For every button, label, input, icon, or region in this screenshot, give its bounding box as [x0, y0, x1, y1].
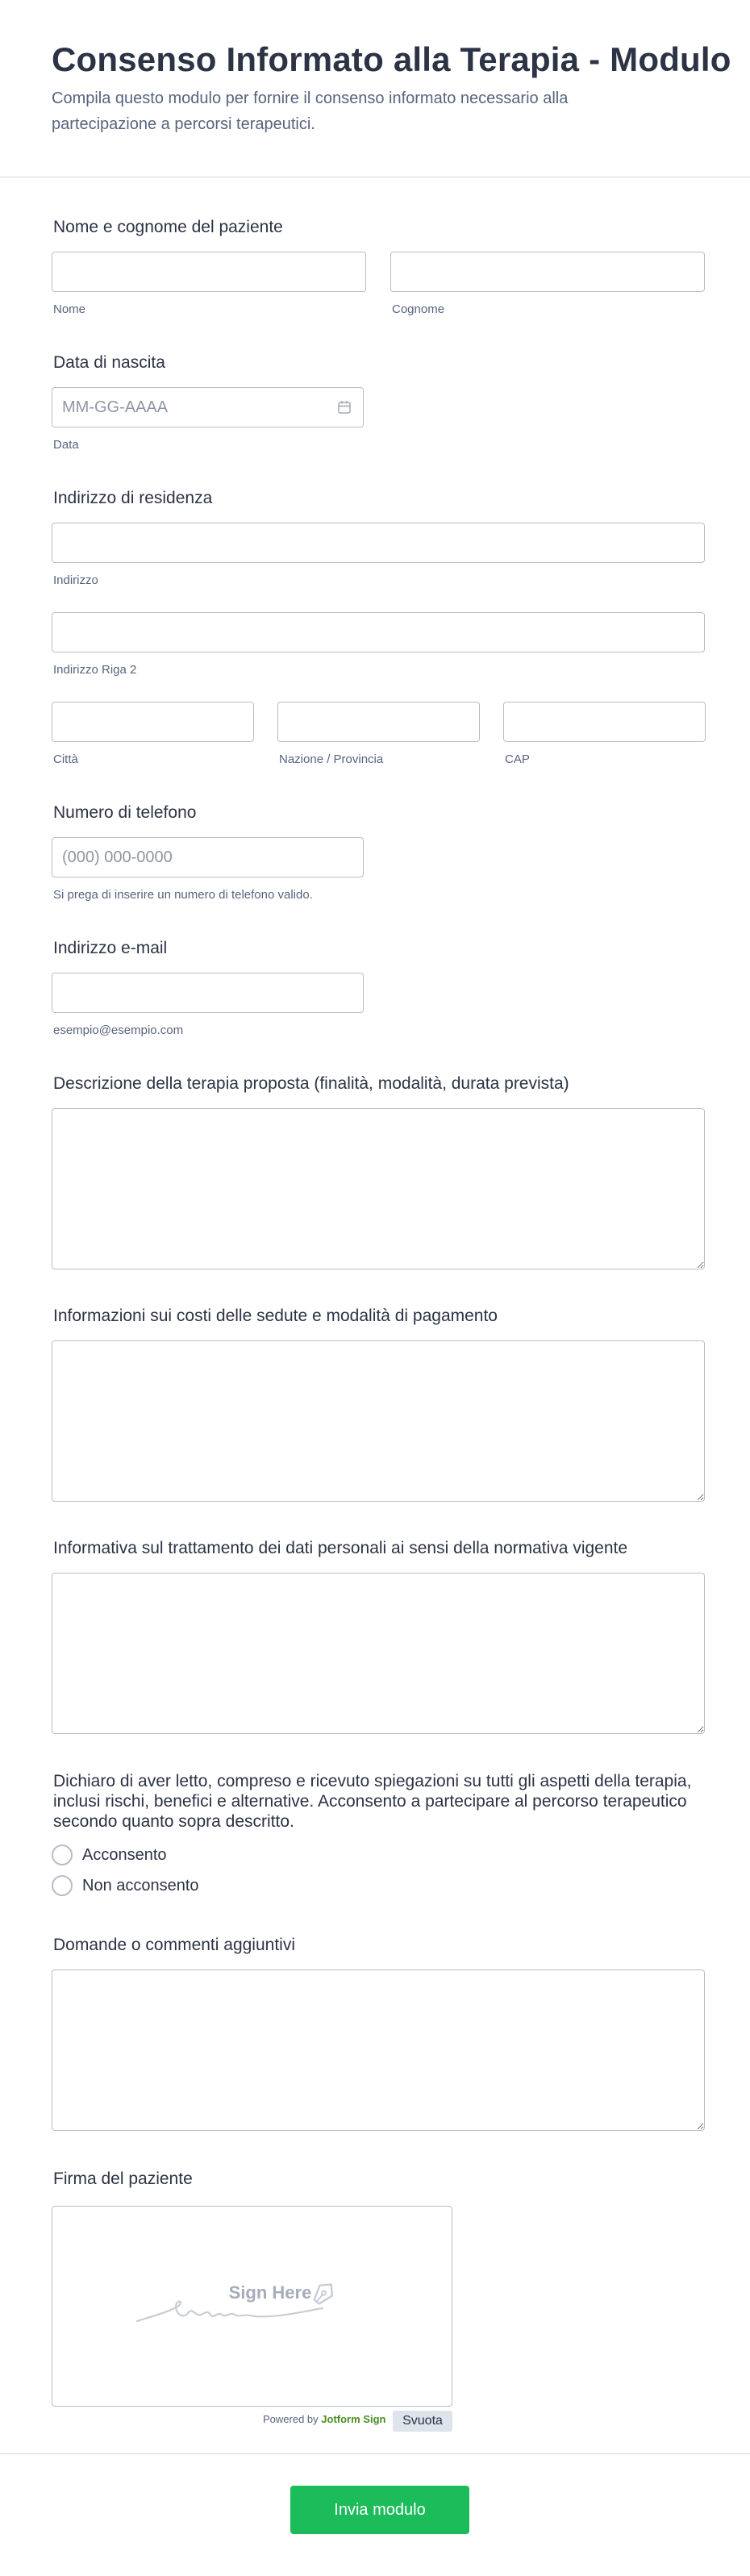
form-subtitle: Compila questo modulo per fornire il consenso informato necessario alla partecipazione a percorsi terapeutici. [52, 90, 569, 133]
address-line2-input[interactable] [52, 612, 705, 652]
address-label: Indirizzo di residenza [53, 489, 213, 507]
privacy-info-label: Informativa sul trattamento dei dati personali ai sensi della normativa vigente [53, 1539, 628, 1557]
costs-info-textarea[interactable] [52, 1340, 705, 1502]
birth-date-label: Data di nascita [53, 353, 165, 372]
comments-label: Domande o commenti aggiuntivi [53, 1936, 295, 1954]
radio-button[interactable] [52, 1844, 73, 1865]
jotform-sign-link[interactable]: Jotform Sign [321, 2413, 386, 2425]
birth-date-sublabel: Data [53, 438, 79, 452]
form-title: Consenso Informato alla Terapia - Modulo [52, 40, 731, 78]
powered-by-text [263, 2413, 385, 2425]
comments-textarea[interactable] [52, 1970, 705, 2131]
last-name-input[interactable] [390, 252, 705, 292]
consent-option-accept[interactable] [52, 1844, 167, 1866]
signature-squiggle-icon [133, 2274, 367, 2331]
first-name-input[interactable] [52, 252, 366, 292]
city-sublabel: Città [53, 752, 78, 766]
calendar-icon[interactable] [337, 400, 352, 415]
address-line2-sublabel: Indirizzo Riga 2 [53, 663, 137, 677]
radio-label: Acconsento [82, 1845, 167, 1864]
costs-info-label: Informazioni sui costi delle sedute e modalità di pagamento [53, 1307, 498, 1325]
privacy-info-textarea[interactable] [52, 1573, 705, 1734]
consent-option-decline[interactable] [52, 1874, 199, 1897]
first-name-sublabel: Nome [53, 302, 86, 316]
birth-date-input[interactable] [52, 387, 364, 427]
radio-button[interactable] [52, 1875, 73, 1896]
name-label: Nome e cognome del paziente [53, 218, 283, 236]
last-name-sublabel: Cognome [392, 302, 445, 316]
address-line1-input[interactable] [52, 523, 705, 563]
zip-input[interactable] [503, 702, 706, 742]
therapy-description-label: Descrizione della terapia proposta (finalità, modalità, durata prevista) [53, 1074, 569, 1093]
email-label: Indirizzo e-mail [53, 939, 168, 957]
zip-sublabel: CAP [505, 752, 530, 766]
clear-signature-button[interactable]: Svuota [393, 2411, 452, 2432]
phone-input[interactable] [52, 837, 364, 877]
email-sublabel: esempio@esempio.com [53, 1023, 184, 1037]
phone-label: Numero di telefono [53, 803, 197, 822]
submit-button[interactable]: Invia modulo [290, 2486, 469, 2534]
signature-placeholder: Sign Here [228, 2282, 312, 2303]
state-input[interactable] [277, 702, 480, 742]
city-input[interactable] [52, 702, 254, 742]
consent-label: Dichiaro di aver letto, compreso e ricevuto spiegazioni su tutti gli aspetti della terapia, inclusi rischi, benefici e alternative. Acconsento a partecipare al percorso terapeutico secondo quanto sopra descritto. [53, 1772, 692, 1831]
powered-prefix: Powered by [263, 2413, 319, 2425]
therapy-description-textarea[interactable] [52, 1108, 705, 1269]
form-header [0, 0, 750, 177]
radio-label: Non acconsento [82, 1876, 199, 1894]
phone-sublabel: Si prega di inserire un numero di telefono valido. [53, 888, 313, 902]
address-line1-sublabel: Indirizzo [53, 573, 98, 587]
email-input[interactable] [52, 973, 364, 1013]
signature-label: Firma del paziente [53, 2170, 193, 2188]
footer-divider [0, 2453, 750, 2454]
state-sublabel: Nazione / Provincia [279, 752, 384, 766]
